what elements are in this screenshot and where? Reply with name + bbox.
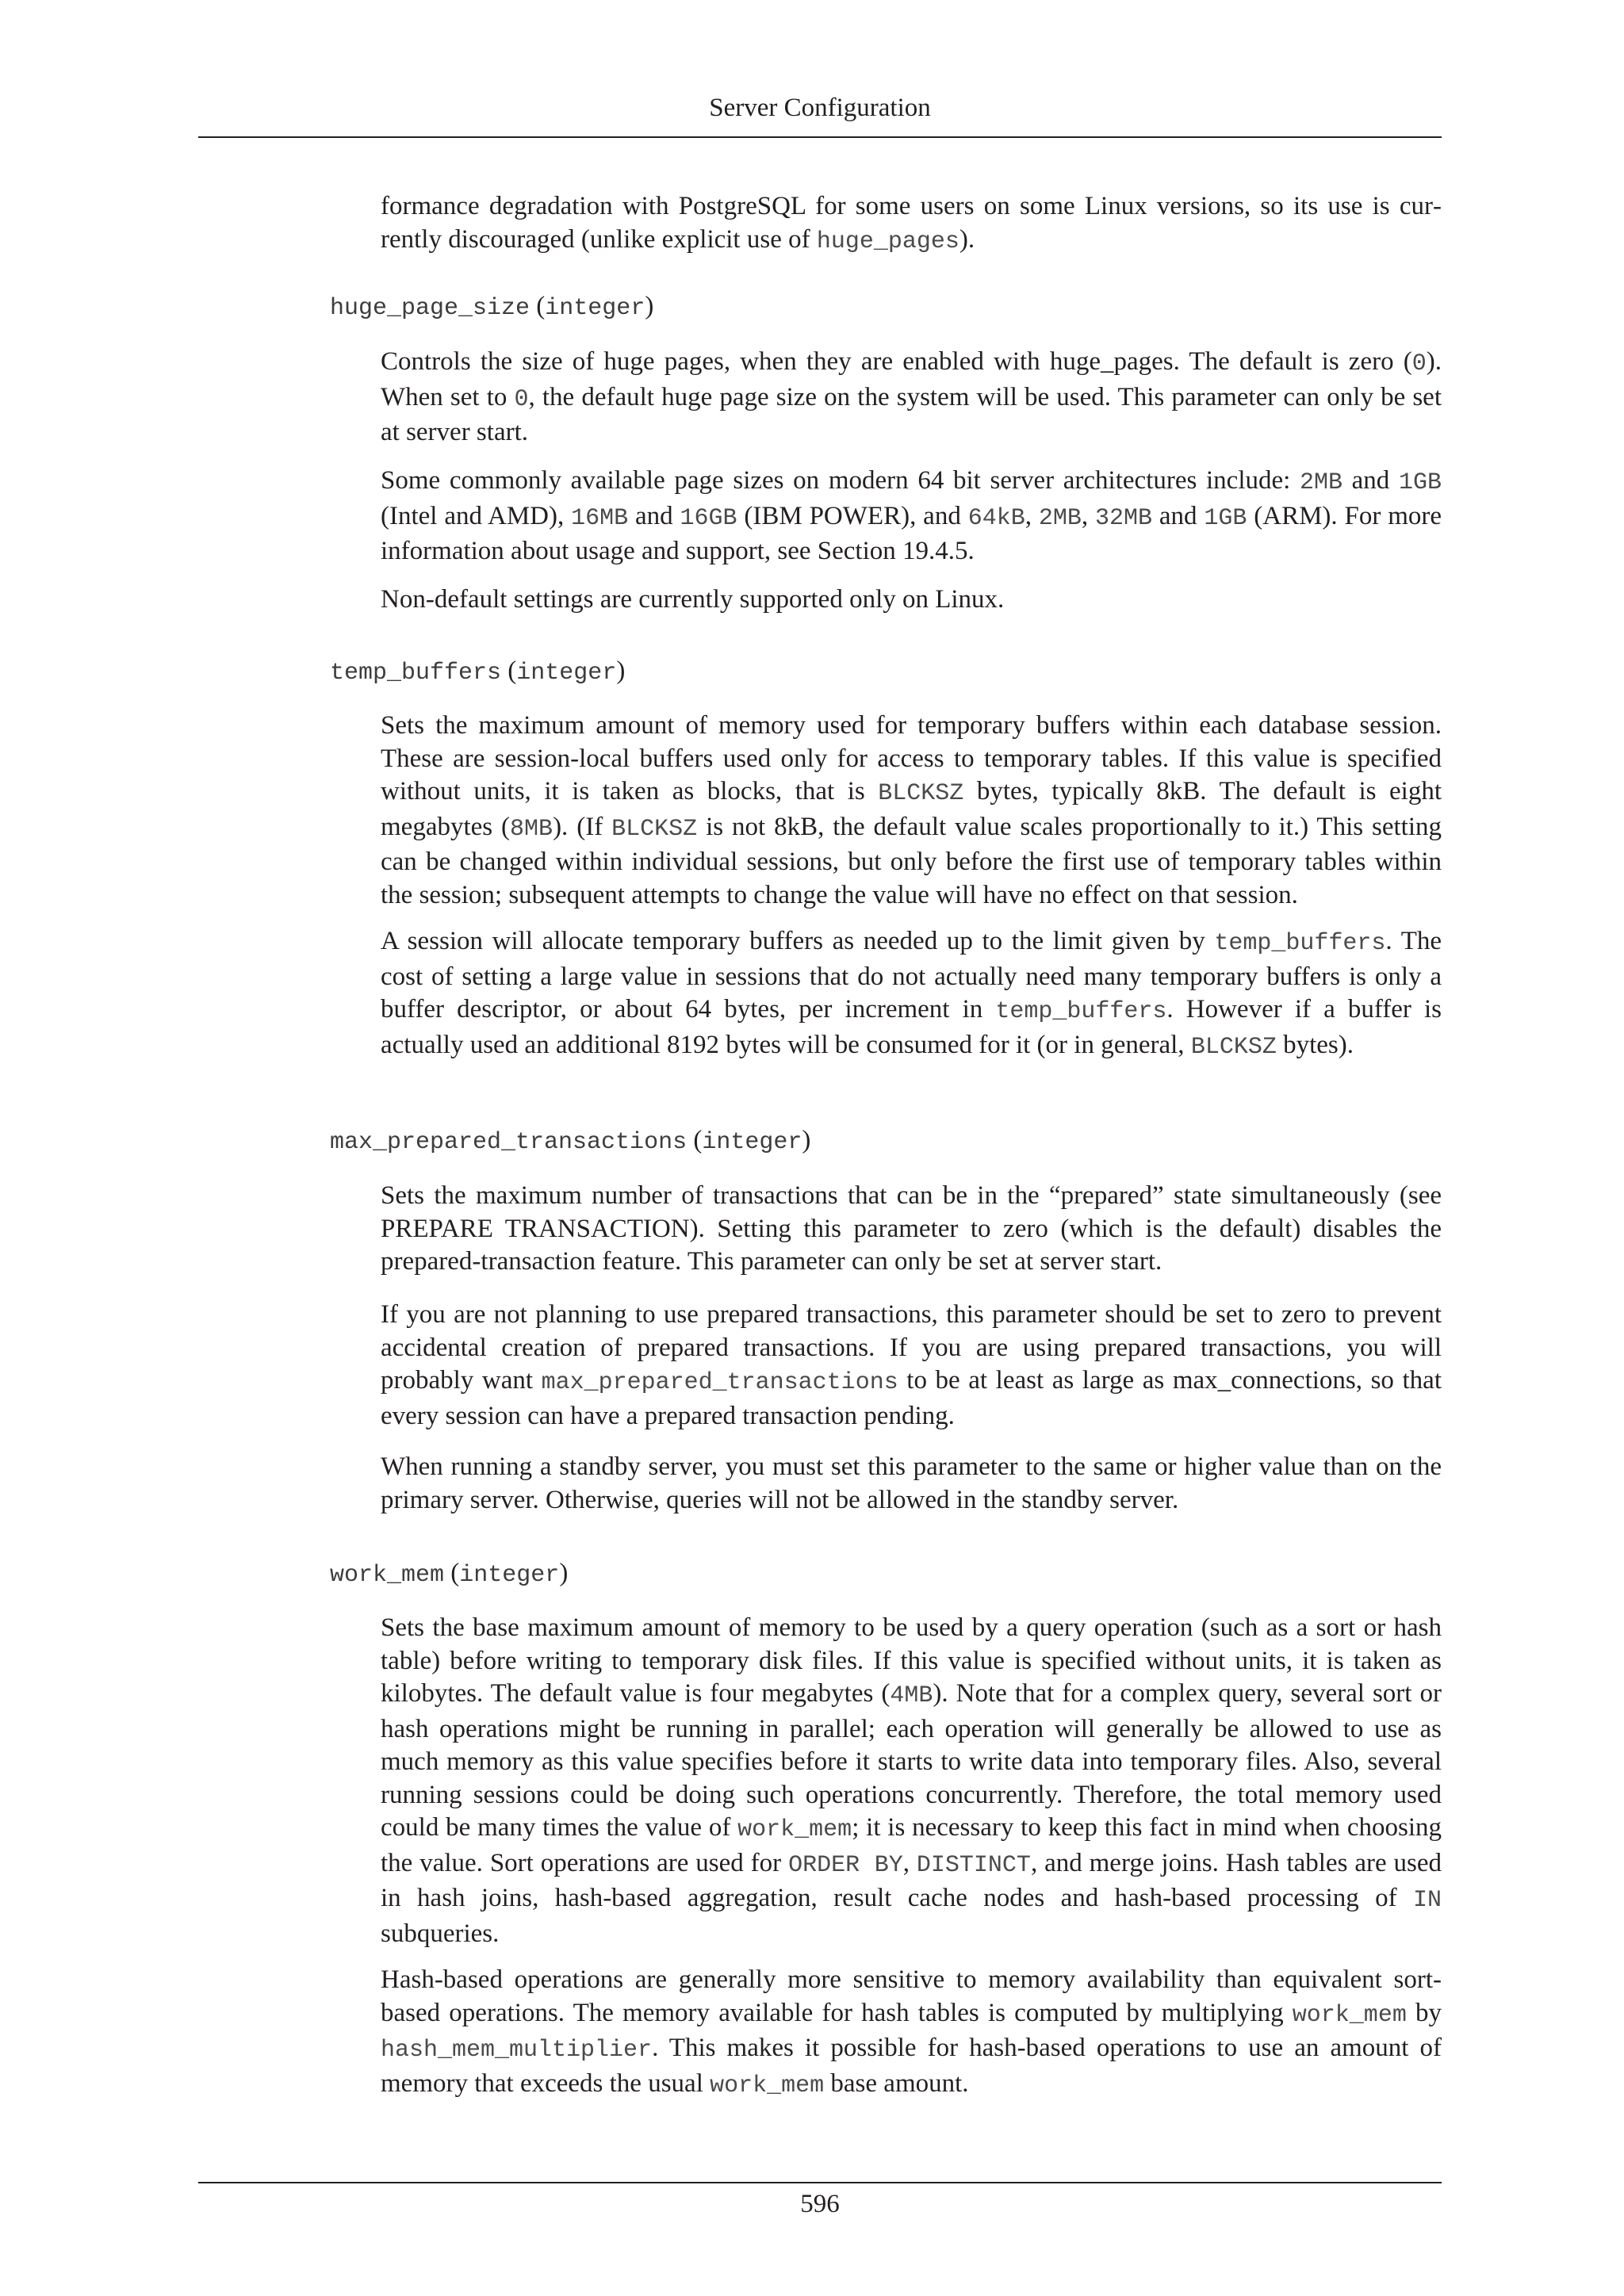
term-max-prepared-transactions — [330, 1123, 810, 1160]
text-run: Some commonly available page sizes on modern 64 bit server architectures include: — [381, 466, 1300, 495]
text-run: to be at least as large as max_connections, so that every session can have a prepared transaction pending. — [381, 1366, 1442, 1430]
term-huge-page-size — [330, 289, 653, 326]
inline-code: 2MB — [1299, 469, 1342, 496]
text-run: (Intel and AMD), — [381, 501, 572, 530]
inline-code: work_mem — [710, 2072, 825, 2099]
inline-code: temp_buffers — [995, 998, 1167, 1025]
text-run: ( — [687, 1126, 703, 1154]
paragraph-max-prepared-transactions-description — [381, 1180, 1442, 1279]
inline-code: 16MB — [571, 504, 629, 532]
inline-code: hash_mem_multiplier — [381, 2037, 653, 2064]
paragraph-temp-buffers-description — [381, 710, 1442, 912]
inline-code: 8MB — [510, 815, 553, 843]
inline-code: huge_pages — [816, 228, 959, 255]
text-run: ) — [645, 292, 654, 320]
text-run: , — [1025, 501, 1039, 530]
inline-code: huge_page_size — [330, 295, 530, 322]
text-run: ). When set to — [381, 347, 1442, 411]
text-run: , and merge joins. Hash tables are used in hash joins, hash-based aggregation, result cache nodes and hash-based processing of — [381, 1848, 1442, 1912]
inline-code: 16GB — [680, 504, 737, 532]
text-run: by — [1406, 1998, 1442, 2027]
paragraph-huge-page-size-architectures — [381, 465, 1442, 568]
text-run: Sets the maximum number of transactions that can be in the “prepared” state simultaneously (see PREPARE TRANSACTION). Setting this parameter to zero (which is the default) disables the prepared-transaction feature. This parameter can only be set at server start. — [381, 1181, 1442, 1276]
text-run: , — [902, 1848, 917, 1877]
inline-code: temp_buffers — [330, 660, 502, 687]
inline-code: max_prepared_transactions — [541, 1369, 898, 1396]
inline-code: temp_buffers — [1214, 930, 1386, 957]
inline-code: ORDER BY — [788, 1851, 903, 1879]
inline-code: 2MB — [1038, 504, 1082, 532]
paragraph-max-prepared-transactions-standby — [381, 1451, 1442, 1517]
text-run: formance degradation with PostgreSQL for some users on some Linux versions, so its use is currently discouraged (unlike explicit use of — [381, 192, 1442, 254]
text-run: . This makes it possible for hash-based operations to use an amount of memory that exceeds the usual — [381, 2034, 1442, 2098]
text-run: . However if a buffer is actually used an additional 8192 bytes will be consumed for it (or in general, — [381, 995, 1442, 1059]
text-run: Hash-based operations are generally more sensitive to memory availability than equivalent sort-based operations. The memory available for hash tables is computed by multiplying — [381, 1965, 1442, 2027]
page-number: 596 — [800, 2190, 840, 2218]
text-run: , the default huge page size on the system will be used. This parameter can only be set at server start. — [381, 382, 1442, 446]
term-work-mem — [330, 1556, 568, 1593]
inline-code: work_mem — [330, 1562, 445, 1589]
paragraph-max-prepared-transactions-planning — [381, 1299, 1442, 1433]
text-run: and — [628, 501, 680, 530]
paragraph-temp-buffers-allocation — [381, 925, 1442, 1064]
text-run: When running a standby server, you must set this parameter to the same or higher value than on the primary server. Otherwise, queries will not be allowed in the standby server. — [381, 1452, 1442, 1514]
inline-code: 1GB — [1204, 504, 1247, 532]
text-run: ). Note that for a complex query, several sort or hash operations might be running in parallel; each operation will generally be allowed to use as much memory as this value specifies before it starts to write data into temporary files. Also, several running sessions could be doing such operations concurrently. Therefore, the total memory used could be many times the value of — [381, 1679, 1442, 1842]
text-run: A session will allocate temporary buffers as needed up to the limit given by — [381, 927, 1215, 955]
text-run: (ARM). For more information about usage and support, see Section 19.4.5. — [381, 501, 1442, 565]
inline-code: 1GB — [1398, 469, 1442, 496]
text-run: base amount. — [824, 2068, 969, 2098]
inline-code: integer — [459, 1562, 560, 1589]
running-header: Server Configuration — [709, 94, 931, 122]
text-run: ) — [559, 1559, 569, 1587]
text-run: (IBM POWER), and — [737, 501, 968, 530]
text-run: ( — [501, 656, 517, 685]
term-temp-buffers — [330, 653, 625, 691]
text-run: If you are not planning to use prepared transactions, this parameter should be set to zero to prevent accidental creation of prepared transactions. If you are using prepared transactions, you will probably want — [381, 1300, 1442, 1395]
text-run: ). (If — [553, 812, 612, 841]
text-run: Controls the size of huge pages, when they are enabled with huge_pages. The default is zero ( — [381, 347, 1412, 376]
paragraph-huge-page-size-linux-only — [381, 584, 1442, 617]
text-run: ) — [616, 656, 626, 685]
inline-code: max_prepared_transactions — [330, 1129, 688, 1156]
footer-rule — [198, 2182, 1442, 2183]
text-run: ; it is necessary to keep this fact in mind when choosing the value. Sort operations are used for — [381, 1813, 1442, 1877]
inline-code: 32MB — [1094, 504, 1152, 532]
inline-code: integer — [702, 1129, 802, 1156]
inline-code: BLCKSZ — [1190, 1033, 1277, 1061]
text-run: bytes). — [1276, 1030, 1354, 1059]
paragraph-huge-pages-continued — [381, 190, 1442, 258]
inline-code: integer — [516, 660, 617, 687]
text-run: ) — [802, 1126, 811, 1154]
header-rule — [198, 136, 1442, 138]
text-run: bytes, typically 8kB. The default is eight megabytes ( — [381, 777, 1442, 841]
text-run: ( — [530, 292, 546, 320]
inline-code: 4MB — [890, 1682, 933, 1709]
inline-code: IN — [1412, 1887, 1442, 1914]
inline-code: 0 — [514, 385, 529, 413]
text-run: ). — [959, 224, 975, 254]
inline-code: BLCKSZ — [611, 815, 698, 843]
text-run: Non-default settings are currently supported only on Linux. — [381, 585, 1005, 614]
text-run: and — [1152, 501, 1205, 530]
inline-code: 64kB — [967, 504, 1025, 532]
text-run: Sets the maximum amount of memory used for temporary buffers within each database session. These are session-local buffers used only for access to temporary tables. If this value is specified without units, it is taken as blocks, that is — [381, 711, 1442, 806]
text-run: ( — [444, 1559, 460, 1587]
inline-code: work_mem — [1292, 2001, 1407, 2029]
inline-code: DISTINCT — [916, 1851, 1031, 1879]
text-run: . The cost of setting a large value in sessions that do not actually need many temporary buffers is only a buffer descriptor, or about 64 bytes, per increment in — [381, 927, 1442, 1024]
text-run: Sets the base maximum amount of memory to be used by a query operation (such as a sort or hash table) before writing to temporary disk files. If this value is specified without units, it is taken as kilobytes. The default value is four megabytes ( — [381, 1613, 1442, 1708]
inline-code: 0 — [1411, 350, 1427, 377]
inline-code: work_mem — [737, 1816, 852, 1843]
paragraph-huge-page-size-description — [381, 346, 1442, 450]
inline-code: BLCKSZ — [878, 780, 964, 807]
text-run: subqueries. — [381, 1919, 500, 1948]
paragraph-work-mem-hash-operations — [381, 1964, 1442, 2103]
inline-code: integer — [545, 295, 645, 322]
text-run: is not 8kB, the default value scales proportionally to it.) This setting can be changed within individual sessions, but only before the first use of temporary tables within the session; subsequent attempts to change the value will have no effect on that session. — [381, 812, 1442, 909]
text-run: , — [1081, 501, 1095, 530]
text-run: and — [1342, 466, 1399, 495]
paragraph-work-mem-description — [381, 1612, 1442, 1950]
